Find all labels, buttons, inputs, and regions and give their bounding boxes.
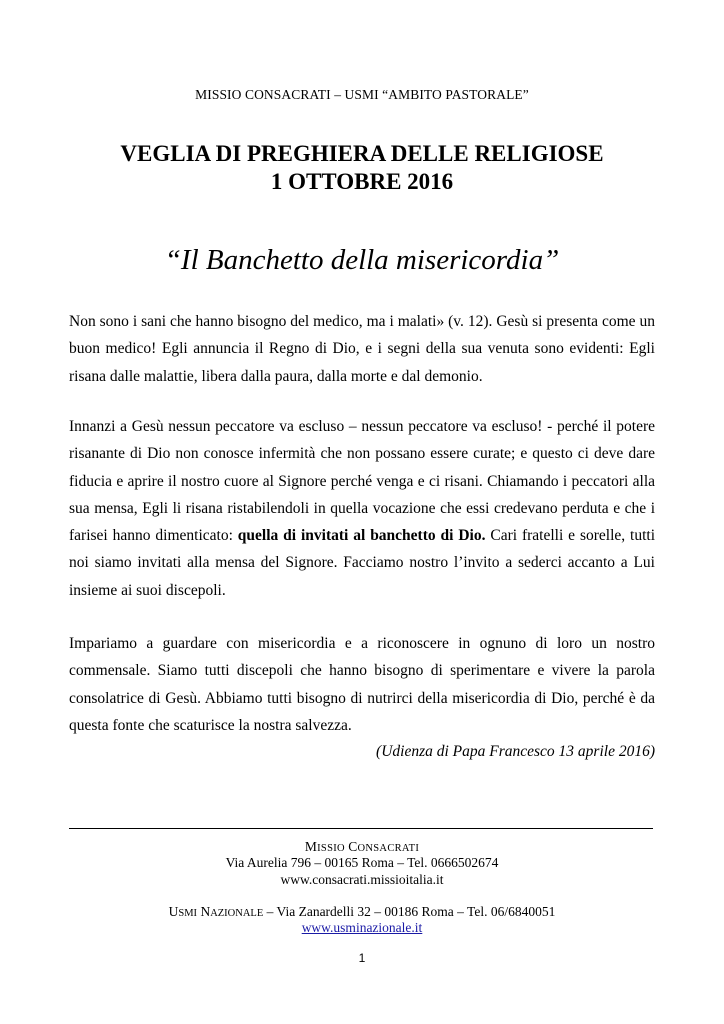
footer-address-usmi: – Via Zanardelli 32 – 00186 Roma – Tel. 06/6840051 [263, 904, 556, 919]
body-paragraph-1: Non sono i sani che hanno bisogno del medico, ma i malati» (v. 12). Gesù si presenta come un buon medico! Egli annuncia il Regno di Dio, e i segni della sua venuta sono evidenti: Egli risana dalle malattie, libera dalla paura, dalla morte e dal demonio. [69, 313, 655, 385]
footer-address-missio: Via Aurelia 796 – 00165 Roma – Tel. 0666502674 [225, 855, 499, 870]
paragraph-2-text-start: Innanzi a Gesù nessun peccatore va escluso – nessun peccatore va escluso! - perché il potere risanante di Dio non conosce infermità che non possano essere curate; e questo ci deve dare fiducia e aprire il nostro cuore al Signore perché venga e ci risani. Chiamando i peccatori alla sua mensa, Egli li risana ristabilendoli in quella vocazione che essi credevano perduta e che i farisei hanno dimenticato: [69, 418, 655, 545]
footer-website-usmi-link[interactable]: www.usminazionale.it [301, 920, 423, 935]
page-number: 1 [358, 951, 366, 965]
citation: (Udienza di Papa Francesco 13 aprile 2016) [376, 743, 655, 760]
header-organization: MISSIO CONSACRATI – USMI “AMBITO PASTORALE” [195, 87, 529, 102]
footer-website-missio: www.consacrati.missioitalia.it [280, 872, 444, 887]
body-paragraph-3: Impariamo a guardare con misericordia e a riconoscere in ognuno di loro un nostro commensale. Siamo tutti discepoli che hanno bisogno di sperimentare e vivere la parola consolatrice di Gesù. Abbiamo tutti bisogno di nutrirci della misericordia di Dio, perché è da questa fonte che scaturisce la nostra salvezza. [69, 635, 655, 734]
footer-divider [69, 828, 653, 829]
body-paragraph-2 [69, 413, 655, 604]
footer-org-usmi: USMI NAZIONALE – Via Zanardelli 32 – 00186 Roma – Tel. 06/6840051 [168, 904, 556, 919]
document-date: 1 OTTOBRE 2016 [270, 169, 454, 194]
document-subtitle: “Il Banchetto della misericordia” [164, 244, 560, 276]
footer-website-usmi-container [0, 920, 724, 936]
paragraph-2-bold-text: quella di invitati al banchetto di Dio. [237, 527, 486, 545]
document-title: VEGLIA DI PREGHIERA DELLE RELIGIOSE [120, 141, 604, 166]
footer-org-missio: MISSIO CONSACRATI [304, 839, 420, 854]
paragraph-2-text-end: Cari fratelli e sorelle, tutti noi siamo invitati alla mensa del Signore. Facciamo nostro l’invito a sederci accanto a Lui insieme ai suoi discepoli. [69, 527, 655, 599]
